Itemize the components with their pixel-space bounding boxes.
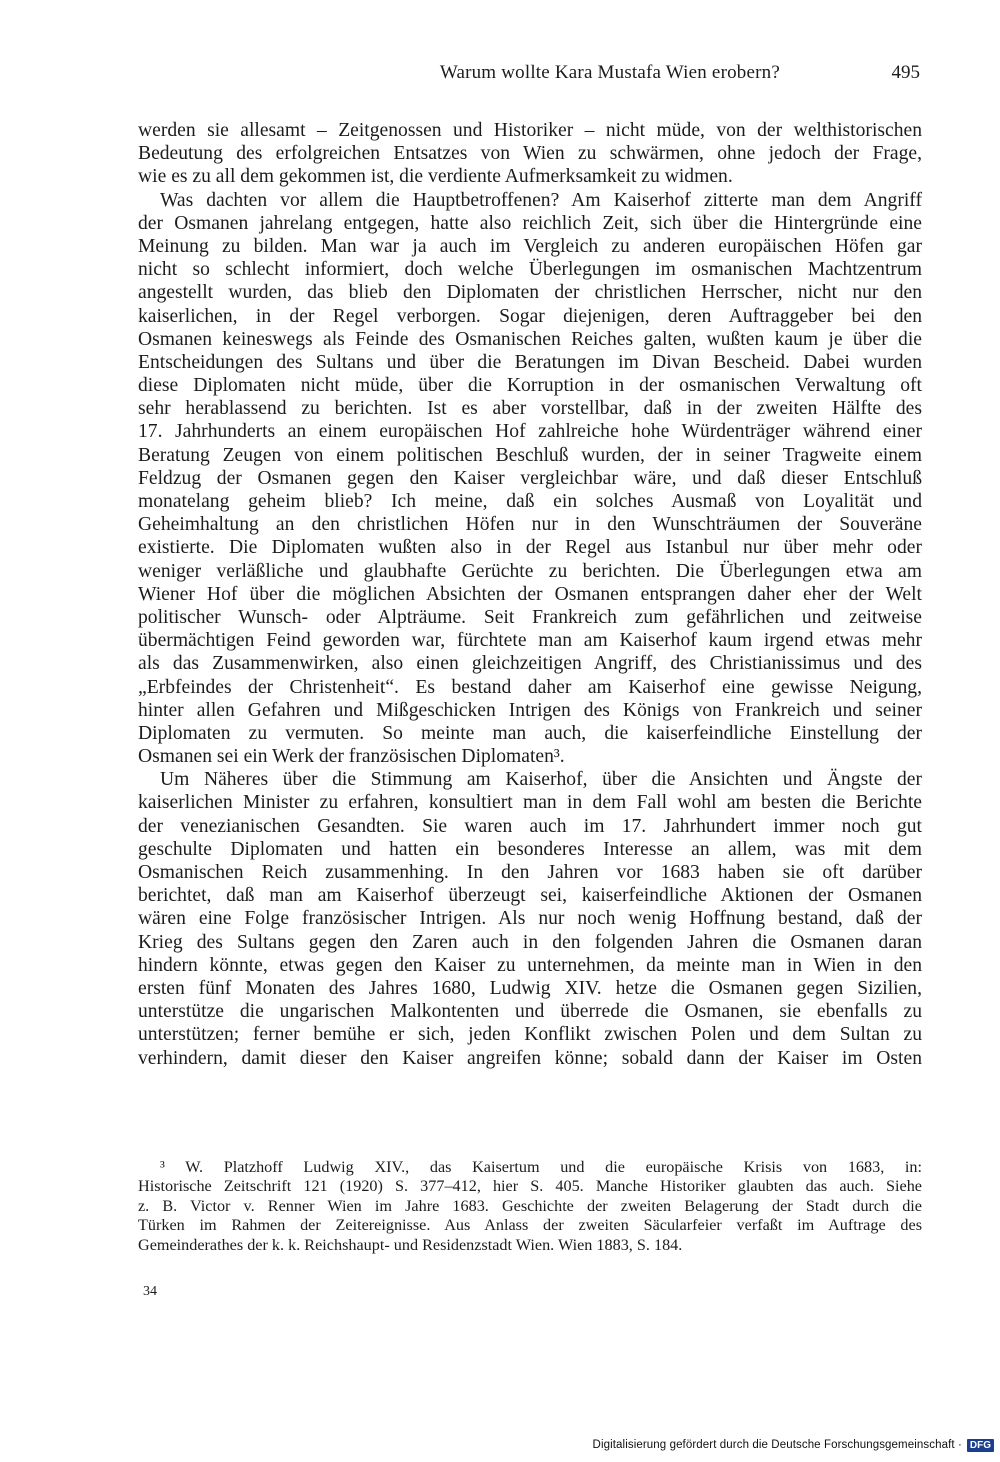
text-line: verhindern, damit dieser den Kaiser angreifen könne; sobald dann der Kaiser im Osten bbox=[138, 1047, 922, 1069]
footnote-line: Gemeinderathes der k. k. Reichshaupt- und Residenzstadt Wien. Wien 1883, S. 184. bbox=[138, 1235, 683, 1254]
text-line: kaiserlichen, in der Regel verborgen. Sogar diejenigen, deren Auftraggeber bei den bbox=[138, 305, 922, 327]
footnote-line: z. B. Victor v. Renner Wien im Jahre 1683. Geschichte der zweiten Belagerung der Stadt durch die bbox=[138, 1196, 922, 1215]
text-line: sehr herablassend zu berichten. Ist es aber vorstellbar, daß in der zweiten Hälfte des bbox=[138, 398, 922, 420]
dfg-logo-icon: DFG bbox=[967, 1439, 994, 1452]
text-line: Geheimhaltung an den christlichen Höfen nur in den Wunschträumen der Souveräne bbox=[138, 514, 922, 536]
text-line: Feldzug der Osmanen gegen den Kaiser vergleichbar wäre, und daß dieser Entschluß bbox=[138, 467, 922, 489]
text-line: angestellt wurden, das blieb den Diplomaten der christlichen Herrscher, nicht nur den bbox=[138, 282, 922, 304]
text-line: der Osmanen jahrelang entgegen, hatte also reichlich Zeit, sich über die Hintergründe eine bbox=[138, 212, 922, 234]
digitization-footer bbox=[593, 1436, 994, 1454]
text-line: „Erbfeindes der Christenheit“. Es bestand daher am Kaiserhof eine gewisse Neigung, bbox=[138, 676, 922, 698]
text-line: übermächtigen Feind geworden war, fürchtete man am Kaiserhof kaum irgend etwas mehr bbox=[138, 630, 922, 652]
page-number: 495 bbox=[891, 62, 920, 83]
text-line: Wiener Hof über die möglichen Absichten der Osmanen entsprangen daher eher der Welt bbox=[138, 583, 922, 605]
text-line: Osmanischen Reich zusammenhing. In den Jahren vor 1683 haben sie oft darüber bbox=[138, 862, 922, 883]
footnote-line: Türken im Rahmen der Zeitereignisse. Aus Anlass der zweiten Säcularfeier verfaßt im Auftrage des bbox=[138, 1216, 922, 1235]
text-line: hindern könnte, etwas gegen den Kaiser zu unternehmen, da meinte man in Wien in den bbox=[138, 954, 922, 976]
text-line: Bedeutung des erfolgreichen Entsatzes von Wien zu schwärmen, ohne jedoch der Frage, bbox=[138, 143, 922, 165]
signature-mark: 34 bbox=[143, 1284, 157, 1299]
text-line: der venezianischen Gesandten. Sie waren auch im 17. Jahrhundert immer noch gut bbox=[138, 815, 922, 837]
text-line: weniger verläßliche und glaubhafte Gerüchte zu berichten. Die Überlegungen etwa am bbox=[138, 560, 922, 582]
text-line: Entscheidungen des Sultans und über die Beratungen im Divan Bescheid. Dabei wurden bbox=[138, 351, 922, 373]
running-title: Warum wollte Kara Mustafa Wien erobern? bbox=[439, 62, 780, 83]
text-line: politischer Wunsch- oder Alpträume. Seit Frankreich zum gefährlichen und zeitweise bbox=[138, 606, 922, 628]
footnote-line: Historische Zeitschrift 121 (1920) S. 377–412, hier S. 405. Manche Historiker glaubten das auch. Siehe bbox=[138, 1177, 922, 1196]
text-line: Osmanen sei ein Werk der französischen Diplomaten³. bbox=[138, 746, 565, 768]
text-line: Meinung zu bilden. Man war ja auch im Vergleich zu anderen europäischen Höfen gar bbox=[138, 235, 922, 257]
text-line: berichtet, daß man am Kaiserhof überzeugt sei, kaiserfeindliche Aktionen der Osmanen bbox=[138, 885, 922, 907]
text-line: als das Zusammenwirken, also einen gleichzeitigen Angriff, des Christianissimus und des bbox=[138, 653, 922, 675]
text-line: nicht so schlecht informiert, doch welche Überlegungen im osmanischen Machtzentrum bbox=[138, 259, 922, 281]
footnotes bbox=[138, 1158, 922, 1255]
footnote-line: ³ W. Platzhoff Ludwig XIV., das Kaisertum und die europäische Krisis von 1683, in: bbox=[160, 1158, 922, 1176]
text-line: Beratung Zeugen von einem politischen Beschluß wurden, der in seiner Tragweite einem bbox=[138, 444, 922, 466]
text-line: Was dachten vor allem die Hauptbetroffenen? Am Kaiserhof zitterte man dem Angriff bbox=[160, 189, 922, 211]
text-line: Diplomaten zu vermuten. So meinte man auch, die kaiserfeindliche Einstellung der bbox=[138, 722, 922, 744]
text-line: 17. Jahrhunderts an einem europäischen Hof zahlreiche hohe Würdenträger während einer bbox=[138, 421, 922, 443]
text-line: wie es zu all dem gekommen ist, die verdiente Aufmerksamkeit zu widmen. bbox=[138, 166, 733, 188]
text-line: ersten fünf Monaten des Jahres 1680, Ludwig XIV. hetze die Osmanen gegen Sizilien, bbox=[138, 977, 922, 999]
text-line: werden sie allesamt – Zeitgenossen und Historiker – nicht müde, von der welthistorischen bbox=[138, 120, 922, 141]
text-line: Osmanen keineswegs als Feinde des Osmanischen Reiches galten, wußten kaum je über die bbox=[138, 328, 922, 350]
text-line: geschulte Diplomaten und hatten ein besonderes Interesse an allem, was mit dem bbox=[138, 838, 922, 860]
text-line: monatelang geheim blieb? Ich meine, daß ein solches Ausmaß von Loyalität und bbox=[138, 491, 922, 512]
text-line: existierte. Die Diplomaten wußten also in der Regel aus Istanbul nur über mehr oder bbox=[138, 537, 922, 559]
text-line: kaiserlichen Minister zu erfahren, konsultiert man in dem Fall wohl am besten die Berichte bbox=[138, 792, 922, 814]
text-line: Um Näheres über die Stimmung am Kaiserhof, über die Ansichten und Ängste der bbox=[160, 769, 922, 791]
text-line: unterstütze die ungarischen Malkontenten und überrede die Osmanen, sie ebenfalls zu bbox=[138, 1001, 922, 1023]
text-line: diese Diplomaten nicht müde, über die Korruption in der osmanischen Verwaltung oft bbox=[138, 375, 922, 397]
text-line: wären eine Folge französischer Intrigen. Als nur noch wenig Hoffnung bestand, daß der bbox=[138, 908, 922, 930]
text-line: unterstützen; ferner bemühe er sich, jeden Konflikt zwischen Polen und dem Sultan zu bbox=[138, 1024, 922, 1046]
funding-notice: Digitalisierung gefördert durch die Deutsche Forschungsgemeinschaft · bbox=[592, 1439, 962, 1451]
text-line: Krieg des Sultans gegen den Zaren auch in den folgenden Jahren die Osmanen daran bbox=[138, 931, 922, 953]
running-head bbox=[138, 62, 920, 88]
body-text bbox=[138, 119, 922, 1070]
text-line: hinter allen Gefahren und Mißgeschicken Intrigen des Königs von Frankreich und seiner bbox=[138, 699, 922, 721]
